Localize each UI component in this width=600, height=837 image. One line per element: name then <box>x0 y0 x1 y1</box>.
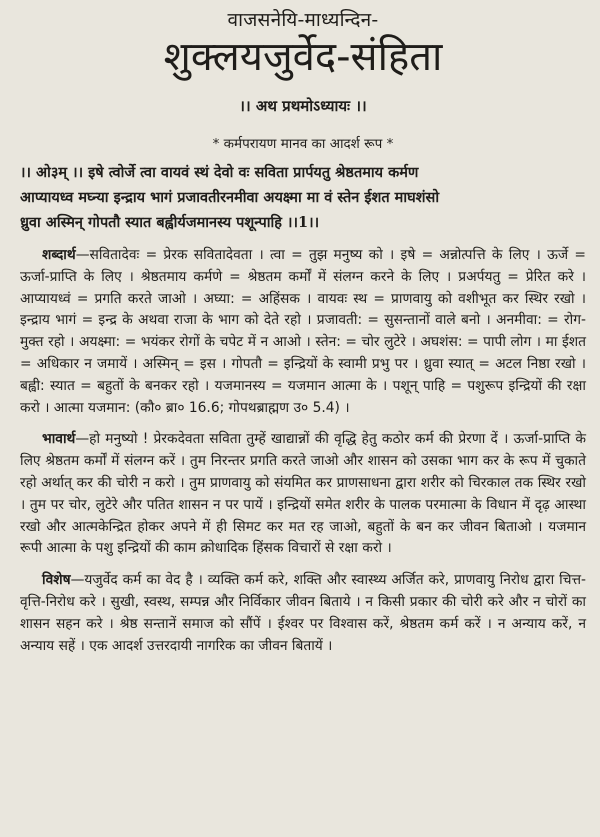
shabdarth-paragraph <box>20 245 586 419</box>
mantra-line-2: आप्यायध्व मघ्न्या इन्द्राय भागं प्रजावतीरनमीवा अयक्ष्मा मा वं स्तेन ईशत माघशंसो <box>20 189 440 206</box>
bhavarth-text: —हो मनुष्यो ! प्रेरकदेवता सविता तुम्हें खाद्यान्नों की वृद्धि हेतु कठोर कर्म की प्रेरणा दें । ऊर्जा-प्राप्ति के लिए श्रेष्ठतम कर्मों में संलग्न करें । तुम निरन्तर प्रगति करते जाओ और शासन को उसका भाग कर के रूप में चुकाते रहो अर्थात् कर की चोरी न करो । तुम प्राणवायु को संयमित कर प्राणसाधना द्वारा शरीर को चिरकाल तक स्थिर रखो । तुम पर चोर, लुटेरे और पतित शासन न पर पायें । इन्द्रियों समेत शरीर के पालक परमात्मा के विधान में दृढ़ आस्था रखो और आत्मकेन्द्रित होकर अपने में ही सिमट कर मत रह जाओ, बहुतों के बन कर जीवन बिताओ । यजमान रूपी आत्मा के पशु इन्द्रियों की काम क्रोधादिक हिंसक विचारों से रक्षा करो । <box>20 431 586 557</box>
vishesh-label: विशेष <box>42 572 71 589</box>
mantra-block <box>20 160 586 235</box>
mantra-line-1: ।। ओ३म् ।। इषे त्वोर्जे त्वा वायवं स्थं देवो वः सविता प्रार्पयतु श्रेष्ठतमाय कर्मण <box>20 164 419 181</box>
shabdarth-text: —सवितादेवः = प्रेरक सवितादेवता । त्वा = तुझ मनुष्य को । इषे = अन्नोत्पत्ति के लिए । ऊर्जे = ऊर्जा-प्राप्ति के लिए । श्रेष्ठतमाय कर्मणे = श्रेष्ठतम कर्मों में संलग्न करने के लिए । प्रअर्पयतु = प्रेरित करे । आप्यायध्वं = प्रगति करते जाओ । अघ्या: = अहिंसक । वायवः स्थ = प्राणवायु को वशीभूत कर स्थिर रखो । इन्द्राय भागं = इन्द्र के अथवा राजा के भाग को देते रहो । प्रजावती: = सुसन्तानों वाले बनो । अनमीवा: = रोग-मुक्त रहो । अयक्ष्मा: = भयंकर रोगों के चपेट में न आओ । स्तेन: = चोर लुटेरे । अघशंस: = पापी लोग । मा ईशत = अधिकार न जमायें । अस्मिन् = इस । गोपतौ = इन्द्रियों के स्वामी प्रभु पर । ध्रुवा स्यात् = अटल निष्ठा रखो । बह्वी: स्यात = बहुतों के बनकर रहो । यजमानस्य = यजमान आत्मा के । पशून् पाहि = पशुरूप इन्द्रियों की रक्षा करो । आत्मा यजमान: (कौ० ब्रा० 16.6; गोपथब्राह्मण उ० 5.4) । <box>20 247 586 416</box>
chapter-heading: ।। अथ प्रथमोऽध्यायः ।। <box>239 97 367 115</box>
vishesh-paragraph <box>20 570 586 657</box>
shabdarth-label: शब्दार्थ <box>42 247 76 263</box>
theme-line: * कर्मपरायण मानव का आदर्श रूप * <box>212 136 394 152</box>
mantra-line-3: ध्रुवा अस्मिन् गोपतौ स्यात बह्वीर्यजमानस्य पशून्पाहि ।।1।। <box>20 214 320 231</box>
series-title: वाजसनेयि-माध्यन्दिन- <box>227 9 379 31</box>
bhavarth-label: भावार्थ <box>42 431 76 448</box>
vishesh-text: —यजुर्वेद कर्म का वेद है । व्यक्ति कर्म करे, शक्ति और स्वास्थ्य अर्जित करे, प्राणवायु निरोध द्वारा चित्त-वृत्ति-निरोध करे । सुखी, स्वस्थ, सम्पन्न और निर्विकार जीवन बिताये । न किसी प्रकार की चोरी करे और न चोरों का शासन सहन करे । श्रेष्ठ सन्तानें समाज को सौंपें । ईश्वर पर विश्वास करें, श्रेष्ठतम कर्म करें । न अन्याय करें, न अन्याय सहें । एक आदर्श उत्तरदायी नागरिक का जीवन बितायें । <box>20 572 586 654</box>
bhavarth-paragraph <box>20 429 586 560</box>
page-title: शुक्लयजुर्वेद-संहिता <box>163 34 443 80</box>
